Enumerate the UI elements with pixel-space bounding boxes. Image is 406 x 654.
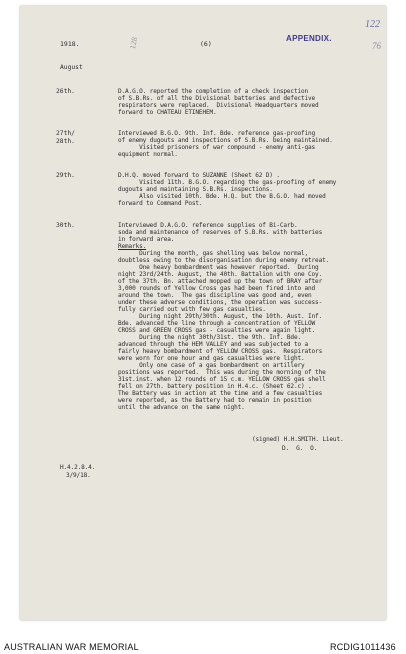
entry-line: 3,000 rounds of Yellow Cross gas had been fired into and: [118, 285, 316, 292]
entry-line: respirators were replaced. Divisional Headquarters moved: [118, 102, 319, 109]
entry-line: Visited 11th. B.G.O. regarding the gas-proofing of enemy: [118, 179, 337, 186]
folio-number: 122: [365, 19, 380, 30]
entry-line: around the town. The gas discipline was good and, even: [118, 292, 312, 299]
entry-date: 30th.: [56, 222, 75, 229]
entry-date: 26th.: [56, 88, 75, 95]
entry-line: doubtless owing to the disorganisation during enemy retreat.: [118, 257, 330, 264]
entry-line: Bde. advanced the line through a concentration of YELLOW: [118, 320, 316, 327]
entry-line: D.H.Q. moved forward to SUZANNE (Sheet 62 D) .: [118, 172, 280, 179]
entry-line: until the advance on the same night.: [118, 404, 245, 411]
footer-record-id: RCDIG1011436: [330, 642, 396, 652]
entry-line: equipment normal.: [118, 151, 178, 158]
document-sheet: [20, 6, 386, 620]
entry-line: advanced through the HEM VALLEY and was subjected to a: [118, 341, 309, 348]
remarks-heading: Remarks.: [118, 243, 147, 250]
entry-line: of S.B.Rs. of all the Divisional batteries and defective: [118, 95, 316, 102]
pencil-annotation: 128: [128, 36, 140, 50]
entry-line: 31st.inst. when 12 rounds of 15 c.m. YELLOW CROSS gas shell: [118, 376, 326, 383]
header-year: 1918.: [60, 40, 80, 48]
entry-line: Visited prisoners of war compound - enemy anti-gas: [118, 144, 316, 151]
entry-line: Only one case of a gas bombardment on artillery: [118, 362, 305, 369]
entry-line: forward to CHATEAU ETINEHEM.: [118, 109, 217, 116]
footer-institution: AUSTRALIAN WAR MEMORIAL: [4, 642, 139, 652]
reference-date: 3/9/18.: [66, 472, 91, 479]
entry-line: The Battery was in action at the time and a few casualties: [118, 390, 323, 397]
month-heading: August: [60, 64, 83, 71]
entry-line: of the 37th. Bn. attached mopped up the town of BRAY after: [118, 278, 323, 285]
entry-line: of enemy dugouts and inspections of S.B.Rs. being maintained.: [118, 137, 333, 144]
entry-line: fell on 27th. battery position in H.4.c. (Sheet 62.c) .: [118, 383, 312, 390]
signature-title: D. G. O.: [282, 445, 318, 452]
page-number: (6): [200, 40, 212, 48]
entry-line: CROSS and GREEN CROSS gas - casualties were again light.: [118, 327, 316, 334]
signature-line: (signed) H.H.SMITH. Lieut.: [252, 436, 344, 443]
entry-line: One heavy bombardment was however reported. During: [118, 264, 319, 271]
entry-line: D.A.G.O. reported the completion of a check inspection: [118, 88, 309, 95]
entry-line: under these adverse conditions, the operation was success-: [118, 299, 323, 306]
entry-line: Interviewed B.G.O. 9th. Inf. Bde. reference gas-proofing: [118, 130, 316, 137]
entry-line: in forward area.: [118, 236, 175, 243]
entry-line: During the month, gas shelling was below normal,: [118, 250, 309, 257]
entry-date-second: 28th.: [56, 138, 75, 145]
entry-line: fairly heavy bombardment of YELLOW CROSS gas. Respirators: [118, 348, 323, 355]
entry-line: During night 29th/30th. August, the 10th. Aust. Inf.: [118, 313, 323, 320]
entry-line: Interviewed D.A.G.O. reference supplies of Bi-Carb.: [118, 222, 298, 229]
file-reference: H.4.2.8.4.: [60, 464, 96, 471]
entry-line: soda and maintenance of reserves of S.B.Rs. with batteries: [118, 229, 323, 236]
entry-line: were reported, as the Battery had to remain in position: [118, 397, 312, 404]
entry-line: positions was reported. This was during the morning of the: [118, 369, 326, 376]
entry-date: 27th/: [56, 130, 75, 137]
entry-line: dugouts and maintaining S.B.Rs. inspections.: [118, 186, 273, 193]
folio-mark: 76: [372, 41, 381, 51]
entry-line: fully carried out with few gas casualties.: [118, 306, 266, 313]
entry-line: were worn for one hour and gas casualties were light.: [118, 355, 305, 362]
appendix-stamp: APPENDIX.: [286, 34, 332, 43]
entry-line: During the night 30th/31st. the 9th. Inf. Bde.: [118, 334, 301, 341]
entry-date: 29th.: [56, 172, 75, 179]
entry-line: Also visited 10th. Bde. H.Q. but the B.G.O. had moved: [118, 193, 326, 200]
entry-line: forward to Command Post.: [118, 200, 203, 207]
entry-line: night 23rd/24th. August, the 40th. Battalion with one Coy.: [118, 271, 323, 278]
